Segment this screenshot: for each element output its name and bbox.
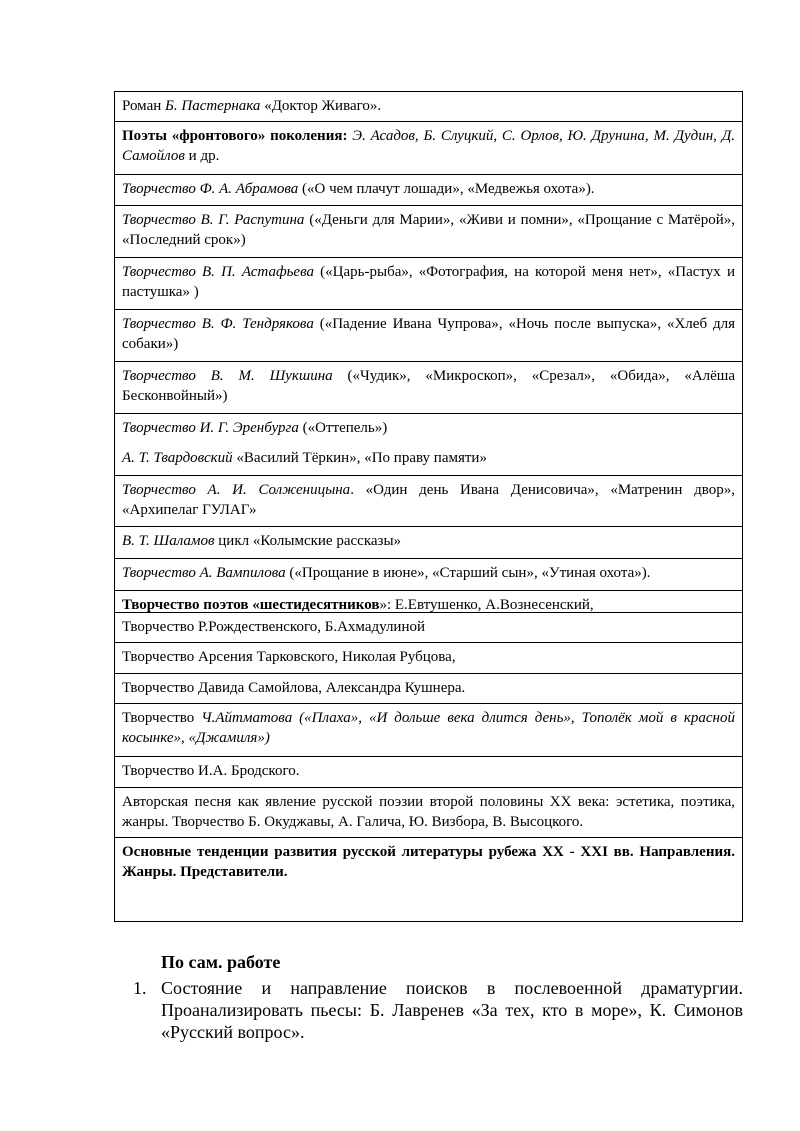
- table-row: [114, 122, 743, 175]
- row-text: [122, 531, 735, 551]
- row-text: [122, 678, 735, 698]
- table-row: [114, 838, 743, 922]
- text-segment: . «Один день Ивана Денисовича», «Матренин двор», «Архипелаг ГУЛАГ»: [122, 482, 735, 518]
- text-segment: («О чем плачут лошади», «Медвежья охота»).: [298, 181, 595, 197]
- list-number: 1.: [133, 978, 147, 998]
- text-segment: Э. Асадов, Б. Слуцкий, С. Орлов, Ю. Друнина, М. Дудин, Д. Самойлов: [122, 128, 735, 164]
- task-list-item: [133, 977, 743, 1043]
- row-text: [122, 179, 735, 199]
- table-row: [114, 258, 743, 310]
- section-heading: По сам. работе: [161, 952, 281, 972]
- text-segment: Творчество Ф. А. Абрамова: [122, 181, 299, 197]
- text-segment: Поэты «фронтового» поколения:: [122, 128, 353, 144]
- text-segment: »: Е.Евтушенко, А.Вознесенский,: [379, 597, 594, 613]
- table-row: [114, 674, 743, 704]
- topics-table: [114, 91, 743, 922]
- row-text: [122, 792, 735, 832]
- text-segment: Авторская песня как явление русской поэзии второй половины XX века: эстетика, поэтика, жанры. Творчество Б. Окуджавы, А. Галича, Ю. Визбора, В. Высоцкого.: [122, 794, 735, 830]
- table-row: [114, 91, 743, 122]
- text-segment: («Падение Ивана Чупрова», «Ночь после выпуска», «Хлеб для собаки»): [122, 316, 735, 352]
- row-text: [122, 842, 735, 882]
- text-segment: Творчество Арсения Тарковского, Николая Рубцова,: [122, 649, 456, 665]
- row-text: [122, 210, 735, 250]
- text-segment: Творчество А. И. Солженицына: [122, 482, 351, 498]
- table-row: [114, 414, 743, 476]
- text-segment: Творчество И. Г. Эренбурга: [122, 420, 299, 436]
- table-row: [114, 613, 743, 643]
- text-segment: Творчество Р.Рождественского, Б.Ахмадулиной: [122, 619, 426, 635]
- text-segment: («Оттепель»): [298, 420, 388, 436]
- table-row: [114, 476, 743, 527]
- row-text: [122, 480, 735, 520]
- text-segment: В. Т. Шаламов: [122, 533, 215, 549]
- table-row: [114, 643, 743, 674]
- table-row: [114, 527, 743, 559]
- row-text: [122, 647, 735, 667]
- row-text: [122, 366, 735, 406]
- text-segment: «Василий Тёркин», «По праву памяти»: [232, 450, 487, 466]
- table-row: [114, 310, 743, 362]
- table-row: [114, 559, 743, 591]
- table-row: [114, 788, 743, 838]
- text-segment: Творчество И.А. Бродского.: [122, 763, 300, 779]
- text-segment: Роман: [122, 98, 166, 114]
- table-row: [114, 591, 743, 613]
- text-segment: Творчество: [122, 710, 202, 726]
- row-text: [122, 126, 735, 166]
- row-text: [122, 314, 735, 354]
- text-segment: («Царь-рыба», «Фотография, на которой меня нет», «Пастух и пастушка» ): [122, 264, 736, 300]
- text-segment: Б. Пастернака: [165, 98, 261, 114]
- table-row: [114, 362, 743, 414]
- text-segment: Ч.Айтматова («Плаха», «И дольше века длится день», Тополёк мой в красной косынке», «Джамиля»): [122, 710, 735, 746]
- text-segment: Творчество В. Ф. Тендрякова: [122, 316, 314, 332]
- table-row: [114, 206, 743, 258]
- text-segment: («Чудик», «Микроскоп», «Срезал», «Обида», «Алёша Бесконвойный»): [122, 368, 736, 404]
- row-text: [122, 708, 735, 748]
- text-segment: Творчество поэтов «шестидесятников: [122, 597, 380, 613]
- text-segment: Творчество В. Г. Распутина: [122, 212, 305, 228]
- table-row: [114, 704, 743, 757]
- text-segment: А. Т. Твардовский: [122, 450, 233, 466]
- table-row: [114, 175, 743, 206]
- row-text: [122, 448, 735, 468]
- text-segment: «Доктор Живаго».: [260, 98, 382, 114]
- text-segment: Творчество Давида Самойлова, Александра Кушнера.: [122, 680, 466, 696]
- row-text: [122, 418, 735, 438]
- text-segment: Основные тенденции развития русской литературы рубежа XX - XXI вв. Направления. Жанры. Представители.: [122, 844, 735, 880]
- text-segment: цикл «Колымские рассказы»: [214, 533, 402, 549]
- text-segment: Творчество А. Вампилова: [122, 565, 286, 581]
- row-text: [122, 617, 735, 637]
- row-text: [122, 563, 735, 583]
- row-text: [122, 595, 735, 615]
- text-segment: («Деньги для Марии», «Живи и помни», «Прощание с Матёрой», «Последний срок»): [122, 212, 735, 248]
- text-segment: («Прощание в июне», «Старший сын», «Утиная охота»).: [285, 565, 651, 581]
- task-text: Состояние и направление поисков в послевоенной драматургии. Проанализировать пьесы: Б. Лавренев «За тех, кто в море», К. Симонов «Русский вопрос».: [161, 978, 743, 1042]
- row-text: [122, 96, 735, 116]
- row-text: [122, 761, 735, 781]
- row-text: [122, 262, 735, 302]
- table-row: [114, 757, 743, 788]
- text-segment: Творчество В. М. Шукшина: [122, 368, 333, 384]
- text-segment: Творчество В. П. Астафьева: [122, 264, 314, 280]
- text-segment: и др.: [184, 148, 220, 164]
